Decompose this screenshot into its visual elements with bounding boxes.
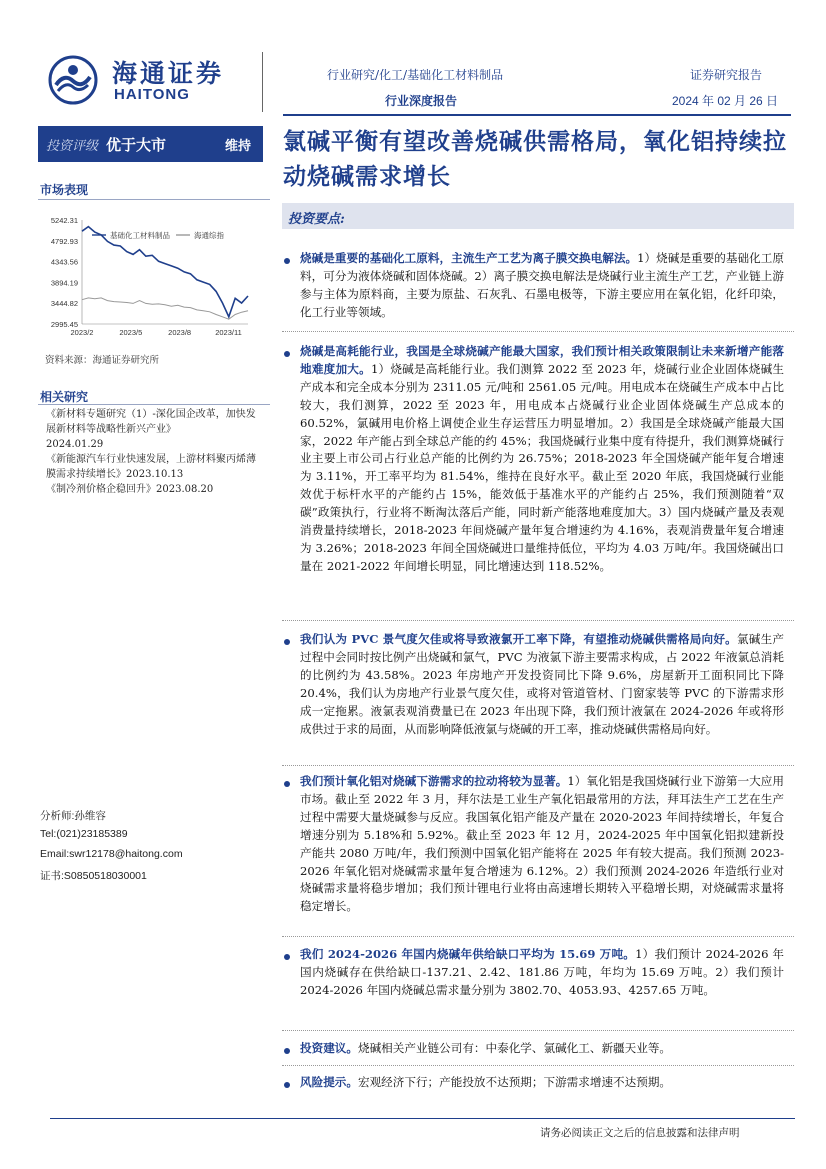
rating-action: 维持 <box>224 138 251 154</box>
brand-name-en: HAITONG <box>114 86 190 103</box>
chart-source: 资料来源：海通证券研究所 <box>45 355 160 366</box>
x-tick-label: 2023/11 <box>215 328 242 337</box>
bullet-icon <box>284 639 290 645</box>
page-title: 氯碱平衡有望改善烧碱供需格局，氧化铝持续拉动烧碱需求增长 <box>283 128 787 190</box>
brand-name-cn: 海通证券 <box>112 59 225 88</box>
report-category: 行业研究/化工/基础化工材料制品 <box>327 68 504 82</box>
key-point-6 <box>300 1040 784 1058</box>
separator <box>282 620 794 621</box>
series-line-0 <box>82 227 248 317</box>
legend-label: 海通综指 <box>194 231 224 240</box>
rating-label: 投资评级 <box>46 138 99 154</box>
y-tick-label: 3894.19 <box>50 278 78 288</box>
analyst-name: 分析师:孙维容 <box>40 810 106 822</box>
key-point-2-bold: 烧碱是高耗能行业，我国是全球烧碱产能最大国家，我们预计相关政策限制让未来新增产能落地难度加大。 <box>300 344 784 376</box>
footer-disclaimer: 请务必阅读正文之后的信息披露和法律声明 <box>540 1127 740 1139</box>
related-item[interactable]: 《新能源汽车行业快速发展，上游材料聚丙烯薄膜需求持续增长》2023.10.13 <box>46 454 256 480</box>
related-list <box>46 407 264 497</box>
rating-box <box>38 126 263 162</box>
key-point-5-bold: 我们 2024-2026 年国内烧碱年供给缺口平均为 15.69 万吨。 <box>300 947 636 961</box>
y-tick-label: 4792.93 <box>50 236 78 246</box>
related-item-date: 2024.01.29 <box>46 439 104 450</box>
key-point-1 <box>300 250 784 322</box>
report-date: 2024 年 02 月 26 日 <box>672 94 779 108</box>
market-heading: 市场表现 <box>40 183 89 197</box>
x-tick-label: 2023/8 <box>168 328 192 337</box>
key-point-4-text: 1）氧化铝是我国烧碱行业下游第一大应用市场。截止至 2022 年 3 月，拜尔法是工业生产氧化铝最常用的方法，拜耳法生产工艺在生产过程中需要大量烧碱参与反应。我国氧化铝产能及产量在 2020-2023 年间持续增长，年复合增速分别为 5.18%和 5.92%。截止至 2023 年 12 月，2024-2025 年中国氧化铝拟建新投产能共 2080 万吨/年，我们预测中国氧化铝产能将在 2025 年有较大提高。我们预测 2023-2026 年氧化铝对烧碱需求量年复合增速为 6.12%。2）我们预测 2024-2026 年造纸行业对烧碱需求量将稳步增加；我们预计锂电行业将由高速增长期转入平稳增长期，对烧碱需求量将稳定增长。 <box>300 774 784 914</box>
key-points-heading: 投资要点: <box>288 212 345 227</box>
key-point-1-text: 1）烧碱是重要的基础化工原料，可分为液体烧碱和固体烧碱。2）离子膜交换电解法是烧碱行业主流生产工艺，产业链上游参与主体为原料商，主要为原盐、石灰乳、石墨电极等，下游主要应用在氧化铝，化纤印染，化工行业等领域。 <box>300 251 784 319</box>
key-point-7-text: 宏观经济下行；产能投放不达预期；下游需求增速不达预期。 <box>357 1075 672 1089</box>
y-tick-label: 2995.45 <box>50 320 78 329</box>
analyst-tel: Tel:(021)23185389 <box>40 828 128 840</box>
header-rule <box>283 114 791 116</box>
separator <box>282 765 794 766</box>
y-tick-label: 4343.56 <box>50 257 78 267</box>
key-point-4 <box>300 773 784 916</box>
series-line-1 <box>82 298 248 319</box>
bullet-icon <box>284 954 290 960</box>
key-point-6-text: 烧碱相关产业链公司有：中泰化学、氯碱化工、新疆天业等。 <box>357 1041 672 1055</box>
legend-label: 基础化工材料制品 <box>110 231 170 240</box>
key-point-7 <box>300 1074 784 1092</box>
key-point-6-bold: 投资建议。 <box>300 1041 358 1055</box>
x-tick-label: 2023/2 <box>70 328 94 337</box>
report-kind: 证券研究报告 <box>690 68 763 82</box>
key-point-5 <box>300 946 784 1000</box>
key-point-3-bold: 我们认为 PVC 景气度欠佳或将导致液氯开工率下降，有望推动烧碱供需格局向好。 <box>300 632 737 646</box>
y-tick-label: 5242.31 <box>50 216 78 225</box>
key-point-4-bold: 我们预计氧化铝对烧碱下游需求的拉动将较为显著。 <box>300 774 568 788</box>
y-tick-label: 3444.82 <box>50 299 78 309</box>
separator <box>282 331 794 332</box>
key-points-bar <box>282 203 794 229</box>
footer-rule <box>50 1118 795 1119</box>
key-point-5-text: 1）我们预计 2024-2026 年国内烧碱存在供给缺口-137.21、2.42、181.86 万吨，年均为 15.69 万吨。2）我们预计 2024-2026 年国内烧碱总需求量分别为 3802.70、4053.93、4257.65 万吨。 <box>300 947 784 997</box>
bullet-icon <box>284 258 290 264</box>
separator <box>282 936 794 937</box>
key-point-1-bold: 烧碱是重要的基础化工原料，主流生产工艺为离子膜交换电解法。 <box>300 251 638 265</box>
market-rule <box>38 199 270 200</box>
key-point-2 <box>300 343 784 576</box>
related-heading: 相关研究 <box>40 390 89 404</box>
haitong-logo-icon <box>48 55 98 105</box>
related-rule <box>38 404 270 405</box>
market-performance-chart <box>38 210 270 345</box>
related-item[interactable]: 《新材料专题研究（1）-深化国企改革，加快发展新材料等战略性新兴产业》 <box>46 409 256 435</box>
key-point-7-bold: 风险提示。 <box>300 1075 358 1089</box>
analyst-email[interactable]: Email:swr12178@haitong.com <box>40 848 183 860</box>
bullet-icon <box>284 1048 290 1054</box>
related-item[interactable]: 《制冷剂价格企稳回升》2023.08.20 <box>46 484 214 495</box>
key-point-3 <box>300 631 784 738</box>
bullet-icon <box>284 1082 290 1088</box>
key-point-3-text: 氯碱生产过程中会同时按比例产出烧碱和氯气，PVC 为液氯下游主要需求构成，占 2022 年液氯总消耗的比例约为 43.58%。2023 年房地产开发投资同比下降 9.6%，房屋新开工面积同比下降 20.4%，我们认为房地产行业景气度欠佳，或将对管道管材、门窗家装等 PVC 的下游需求形成一定拖累。液氯表观消费量已在 2023 年出现下降，我们预计液氯在 2024-2026 年或将形成供过于求的局面，从而影响降低液氯与烧碱的开工率，推动烧碱供需格局向好。 <box>300 632 784 736</box>
bullet-icon <box>284 781 290 787</box>
x-tick-label: 2023/5 <box>119 328 143 337</box>
report-type: 行业深度报告 <box>385 94 458 108</box>
separator <box>282 1065 794 1066</box>
rating-value: 优于大市 <box>106 135 167 154</box>
analyst-cert: 证书:S0850518030001 <box>40 870 147 882</box>
separator <box>282 1030 794 1031</box>
header-divider <box>262 52 263 112</box>
bullet-icon <box>284 351 290 357</box>
key-point-2-text: 1）烧碱是高耗能行业。我们测算 2022 至 2023 年，烧碱行业企业固体烧碱生产成本和完全成本分别为 2311.05 元/吨和 2561.05 元/吨。用电成本在烧碱生产成本中占比较大，我们测算，2022 至 2023 年，用电成本占烧碱行业企业固体烧碱生产总成本的 60.52%，氯碱用电价格上调使企业生存运营压力明显增加。2）我国是全球烧碱产能最大国家，2022 年产能占到全球总产能的约 45%；我国烧碱行业集中度有待提升，我们测算烧碱行业主要上市公司占行业总产能的比例约为 26.75%；2018-2023 年全国烧碱产能年复合增速为 3.11%，开工率平均为 81.54%，维持在良好水平。截止至 2020 年底，我国烧碱行业能效优于标杆水平的产能约占 15%，能效低于基准水平的产能约占 25%，我们预测随着“双碳”政策执行，行业将不断淘汰落后产能，同时新产能落地难度加大。3）国内烧碱产量及表观消费量持续增长，2018-2023 年间烧碱产量年复合增速约为 4.16%，表观消费量年复合增速为 3.26%；2018-2023 年间全国烧碱进口量维持低位，平均为 4.03 万吨/年。我国烧碱出口量在 2021-2022 年间增长明显，同比增速达到 118.52%。 <box>300 361 784 573</box>
